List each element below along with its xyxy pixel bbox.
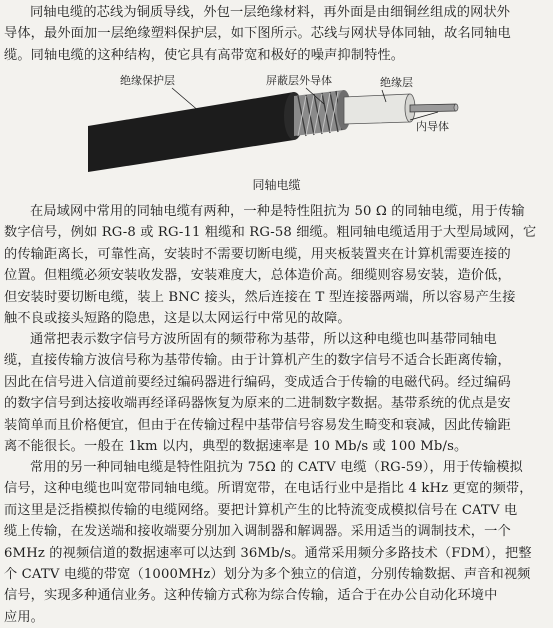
text-line: 通常把表示数字信号方波所固有的频带称为基带，所以这种电缆也叫基带同轴电	[30, 332, 497, 347]
paragraph-3	[4, 457, 546, 628]
label-inner-conductor: 内导体	[416, 120, 449, 133]
text-line: 因此在信号进入信道前要经过编码器进行编码，变成适合于传输的电磁代码。经过编码	[4, 374, 511, 390]
text-line: 离不能很长。一般在 1km 以内，典型的数据速率是 10 Mb/s 或 100 Mb/s。	[4, 439, 468, 455]
text-line: 的传输距离长，可靠性高，安装时不需要切断电缆，用夹板装置夹在计算机需要连接的	[4, 246, 511, 262]
text-line: 触不良或接头短路的隐患，这是以太网运行中常见的故障。	[4, 311, 351, 327]
text-line: 缆上传输，在发送端和接收端要分别加入调制器和解调器。采用适当的调制技术，一个	[4, 524, 511, 540]
paragraph-1	[4, 201, 546, 329]
text-line: 导体，最外面加一层绝缘塑料保护层，如下图所示。芯线与网状导体同轴，故名同轴电	[4, 26, 511, 42]
text-line: 位置。但粗缆必须安装收发器，安装难度大，总体造价高。细缆则容易安装，造价低，	[4, 268, 511, 284]
text-line: 的数字信号到达接收端再经译码器恢复为原来的二进制数字数据。基带系统的优点是安	[4, 396, 511, 412]
paragraph-2	[4, 329, 546, 457]
text-line: 个 CATV 电缆的带宽（1000MHz）划分为多个独立的信道，分别传输数据、声音和视频	[4, 567, 531, 583]
text-line: 装简单而且价格便宜，但由于在传输过程中基带信号容易发生畸变和衰减，因此传输距	[4, 417, 511, 433]
text-line: 而这里是泛指模拟传输的电缆网络。要把计算机产生的比特流变成模拟信号在 CATV 电	[4, 502, 518, 518]
text-line: 数字信号，例如 RG-8 或 RG-11 粗缆和 RG-58 细缆。粗同轴电缆适用于大型局域网，它	[4, 225, 537, 241]
figure-caption: 同轴电缆	[252, 178, 301, 192]
inner-conductor	[410, 104, 456, 112]
text-line: 缆。同轴电缆的这种结构，使它具有高带宽和极好的噪声抑制特性。	[4, 47, 405, 63]
label-shield: 屏蔽层外导体	[266, 74, 332, 87]
text-line: 常用的另一种同轴电缆是特性阻抗为 75Ω 的 CATV 电缆（RG-59），用于传输模拟	[30, 460, 523, 475]
text-line: 6MHz 的视频信道的数据速率可以达到 36Mb/s。通常采用频分多路技术（FDM），把整	[4, 545, 532, 561]
intro-paragraph	[4, 2, 546, 66]
text-line: 同轴电缆的芯线为铜质导线，外包一层绝缘材料，再外面是由细铜丝组成的网状外	[30, 5, 511, 20]
label-insulation: 绝缘层	[380, 76, 413, 89]
text-line: 信号，这种电缆也叫宽带同轴电缆。所谓宽带，在电话行业中是指比 4 kHz 更宽的频带，	[4, 481, 533, 497]
text-line: 应用。	[4, 609, 45, 625]
text-line: 缆，直接传输方波信号称为基带传输。由于计算机产生的数字信号不适合长距离传输，	[4, 353, 511, 369]
dielectric-insulation	[344, 94, 410, 124]
text-line: 在局域网中常用的同轴电缆有两种，一种是特性阻抗为 50 Ω 的同轴电缆，用于传输	[30, 204, 525, 219]
coaxial-cable-figure	[80, 64, 480, 172]
text-line: 信号，实现多种通信业务。这种传输方式称为综合传输，适合于在办公自动化环境中	[4, 588, 498, 604]
text-line: 但安装时要切断电缆，装上 BNC 接头，然后连接在 T 型连接器两端，所以容易产生接	[4, 289, 516, 305]
label-jacket: 绝缘保护层	[120, 74, 175, 87]
